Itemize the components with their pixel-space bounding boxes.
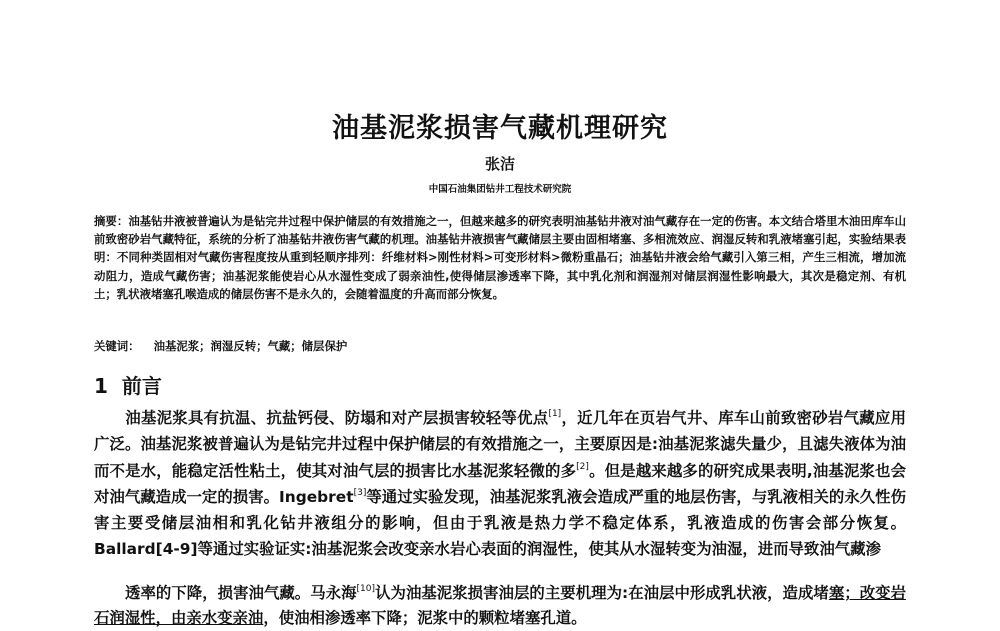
section-number: 1 <box>94 374 108 398</box>
keywords <box>94 338 906 354</box>
body-paragraph-1 <box>94 405 906 563</box>
body-text: 油基泥浆具有抗温、抗盐钙侵、防塌和对产层损害较轻等优点 <box>125 409 549 427</box>
body-text: 认为油基泥浆损害油层的主要机理为:在油层中形成乳状液，造成堵 <box>375 584 829 602</box>
body-paragraph-2 <box>94 581 906 631</box>
body-text: 等通过实验发现，油基泥浆乳液会造成严重的地层伤害，与乳液相关的永久性伤害主要受储层油相和乳化钻井液组分的影响，但由于乳液是热力学不稳定体系，乳液造成的伤害会部分恢复。Ballard[4-9]等通过实验证实:油基泥浆会改变亲水岩心表面的润湿性，使其从水湿转变为油湿，进而导致油气藏渗 <box>94 487 906 559</box>
citation[interactable]: [10] <box>356 584 376 594</box>
underlined-text: 塞；改变岩石润湿性，由亲水变亲油 <box>94 584 906 627</box>
body-text: 透率的下降，损害油气藏。马永海 <box>125 584 357 602</box>
keywords-values: 油基泥浆；润湿反转；气藏；储层保护 <box>153 339 348 353</box>
author-affiliation: 中国石油集团钻井工程技术研究院 <box>428 184 572 195</box>
abstract-text: 油基钻井液被普遍认为是钻完井过程中保护储层的有效措施之一，但越来越多的研究表明油基钻井液对油气藏存在一定的伤害。本文结合塔里木油田库车山前致密砂岩气藏特征，系统的分析了油基钻井液伤害气藏的机理。油基钻井液损害气藏储层主要由固相堵塞、多相流效应、润湿反转和乳液堵塞引起，实验结果表明：不同种类固相对气藏伤害程度按从重到轻顺序排列：纤维材料>刚性材料>可变形材料>微粉重晶石；油基钻井液会给气藏引入第三相，产生三相流，增加流动阻力，造成气藏伤害；油基泥浆能使岩心从水湿性变成了弱亲油性,使得储层渗透率下降，其中乳化剂和润湿剂对储层润湿性影响最大，其次是稳定剂、有机土；乳状液堵塞孔喉造成的储层伤害不是永久的，会随着温度的升高而部分恢复。 <box>94 214 906 301</box>
body-text: ，近几年在页岩气井、库车山前致密砂岩气藏应用广泛。油基泥浆被普遍认为是钻完井过程中保护储层的有效措施之一，主要原因是:油基泥浆滤失量少，且滤失液体为油而不是水，能稳定活性粘土，使其对油气层的损害比水基泥浆轻微的多 <box>94 409 906 480</box>
section-heading <box>94 370 162 399</box>
body-text: ，使油相渗透率下降；泥浆中的颗粒堵塞孔道。 <box>263 609 587 627</box>
author-name: 张洁 <box>484 155 515 173</box>
section-title: 前言 <box>121 374 162 398</box>
body-text: 。但是越来越多的研究成果表明,油基泥浆也会对油气藏造成一定的损害。Ingebret <box>94 461 906 506</box>
citation[interactable]: [1] <box>548 409 562 419</box>
citation[interactable]: [2] <box>576 461 589 472</box>
abstract-label: 摘要： <box>94 214 129 228</box>
keywords-label: 关键词： <box>94 339 140 353</box>
abstract <box>94 212 906 303</box>
citation[interactable]: [3] <box>353 487 367 498</box>
paper-title: 油基泥浆损害气藏机理研究 <box>332 113 668 144</box>
